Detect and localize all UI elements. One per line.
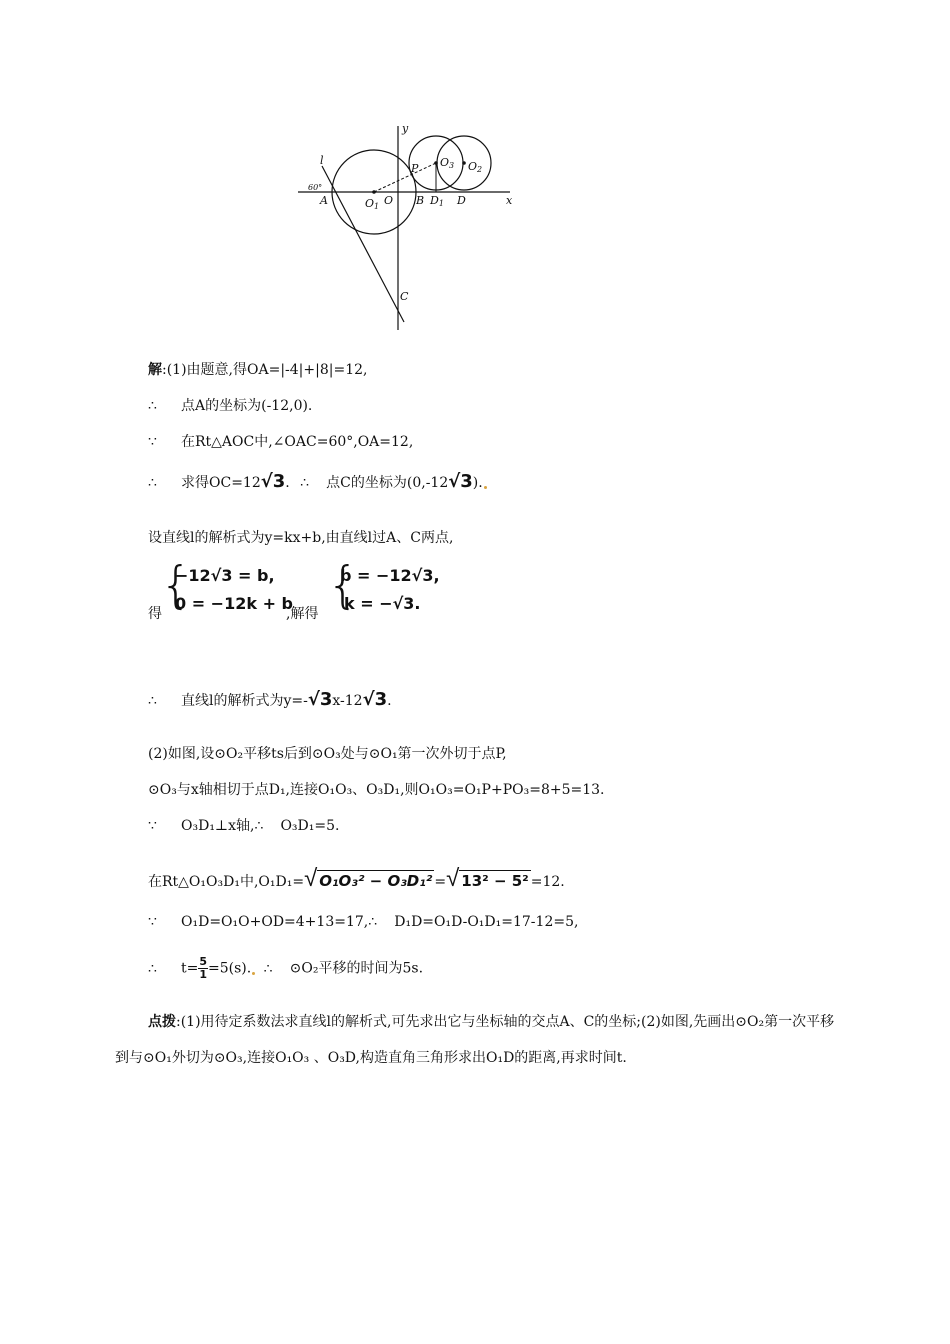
solution-line-6: ∴ 直线l的解析式为y=-√3x-12√3. bbox=[148, 689, 392, 710]
brace-left-1: { bbox=[160, 556, 192, 614]
line-l bbox=[322, 166, 404, 322]
solution-line-9: ∵ O₃D₁⊥x轴,∴ O₃D₁=5. bbox=[148, 818, 340, 834]
radical-2: 13² − 5² bbox=[461, 872, 529, 890]
solution-line-11: ∵ O₁D=O₁O+OD=4+13=17,∴ D₁D=O₁D-O₁D₁=17-12=5, bbox=[148, 914, 579, 930]
brace-left-2: { bbox=[327, 556, 359, 614]
solution-line-8: ⊙O₃与x轴相切于点D₁,连接O₁O₃、O₃D₁,则O₁O₃=O₁P+PO₃=8+5=13. bbox=[148, 782, 605, 798]
label-d: D bbox=[457, 194, 466, 207]
label-de: 得 bbox=[148, 606, 162, 622]
point-o2 bbox=[462, 161, 466, 165]
label-o1: O1 bbox=[365, 197, 380, 211]
marker-dot bbox=[484, 486, 487, 489]
label-l: l bbox=[320, 154, 324, 167]
system1-eq2: 0 = −12k + b bbox=[175, 594, 293, 613]
geometry-svg bbox=[290, 118, 530, 333]
radical-1: O₁O₃² − O₃D₁² bbox=[319, 872, 433, 890]
solution-line-2: ∴ 点A的坐标为(-12,0). bbox=[148, 398, 313, 414]
segment-o1-o3 bbox=[374, 163, 436, 192]
label-d1: D1 bbox=[430, 194, 444, 208]
hint-paragraph: 点拨:(1)用待定系数法求直线l的解析式,可先求出它与坐标轴的交点A、C的坐标;(2)如图,先画出⊙O₂第一次平移到与⊙O₁外切为⊙O₃,连接O₁O₃ 、O₃D,构造直角三角形求出O₁D的距离,再求时间t. bbox=[115, 1014, 835, 1066]
label-o2: O2 bbox=[468, 160, 483, 174]
label-a: A bbox=[320, 194, 328, 207]
label-jiede: ,解得 bbox=[286, 606, 319, 622]
label-angle: 60° bbox=[308, 183, 323, 192]
solution-line-1: 解:(1)由题意,得OA=|-4|+|8|=12, bbox=[148, 362, 368, 378]
fraction: $\frac{5}{1}$ bbox=[199, 955, 208, 981]
label-o: O bbox=[384, 194, 394, 207]
solution-line-10: 在Rt△O₁O₃D₁中,O₁D₁=√ O₁O₃² − O₃D₁² =√ 13² − 5² =12. bbox=[148, 864, 565, 892]
label-b: B bbox=[416, 194, 425, 207]
system2-eq1: b = −12√3, bbox=[340, 566, 440, 585]
geometry-figure bbox=[290, 118, 530, 333]
label-x: x bbox=[506, 194, 513, 207]
solution-label: 解 bbox=[148, 362, 162, 378]
solution-line-7: (2)如图,设⊙O₂平移ts后到⊙O₃处与⊙O₁第一次外切于点P, bbox=[148, 746, 507, 762]
solution-line-12: ∴ t= $\frac{5}{1}$ =5(s). ∴ ⊙O₂平移的时间为5s. bbox=[148, 955, 424, 981]
hint-label: 点拨 bbox=[148, 1014, 176, 1030]
label-y: y bbox=[402, 122, 409, 135]
solution-line-4: ∴ 求得OC=12√3. ∴ 点C的坐标为(0,-12√3). bbox=[148, 472, 487, 493]
system1-eq1: −12√3 = b, bbox=[175, 566, 275, 585]
label-p: P bbox=[411, 162, 419, 175]
label-o3: O3 bbox=[440, 156, 455, 170]
solution-line-3: ∵ 在Rt△AOC中,∠OAC=60°,OA=12, bbox=[148, 434, 414, 450]
label-c: C bbox=[400, 290, 409, 303]
point-o1 bbox=[372, 190, 376, 194]
solution-line-5: 设直线l的解析式为y=kx+b,由直线l过A、C两点, bbox=[148, 530, 454, 546]
point-o3 bbox=[434, 161, 438, 165]
system2-eq2: k = −√3. bbox=[344, 594, 421, 613]
